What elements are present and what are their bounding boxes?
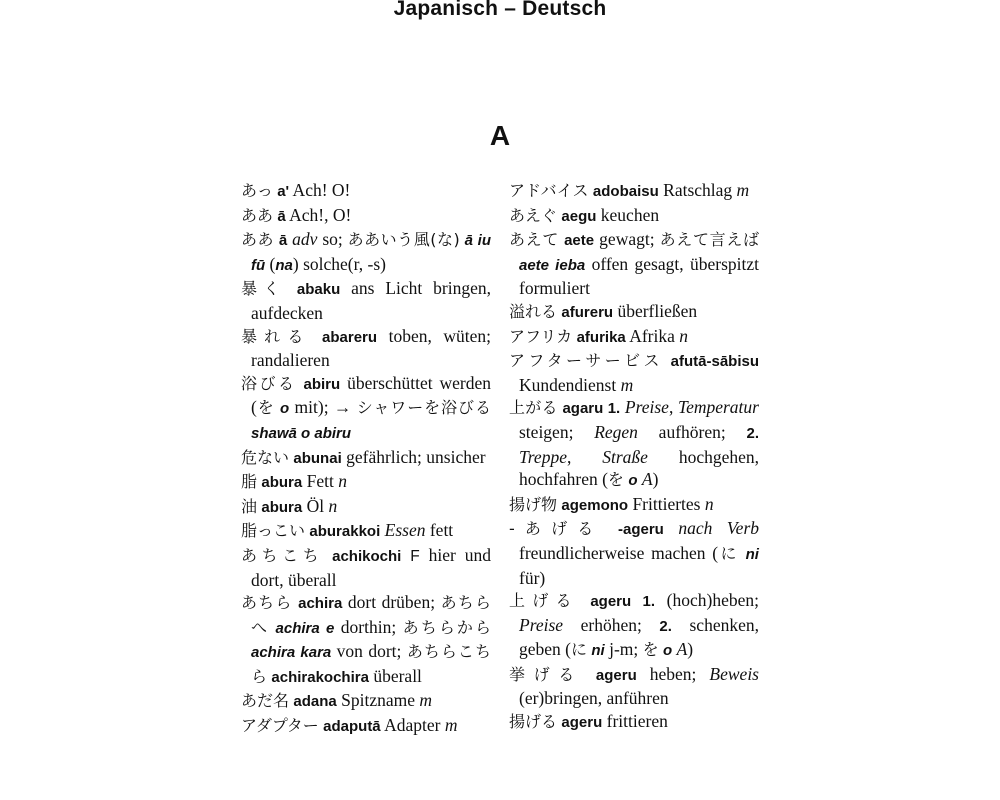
entry-japanese: ああいう風(な) [347,230,460,250]
entry-romaji: abareru [322,328,378,346]
entry-text: n [704,493,714,514]
entry-text [286,278,297,298]
entry-romaji: adana [293,693,337,711]
entry-japanese: 暴れる [241,326,311,346]
entry-romaji: afurika [576,328,626,346]
entry-romaji: shawā o abiru [251,424,352,442]
entry-text: für) [519,567,546,588]
entry-japanese: 油 [241,496,258,516]
dictionary-entry [241,179,491,204]
entry-japanese: あちらから [402,617,491,637]
page-header-title: Japanisch – Deutsch [393,0,607,20]
entry-japanese: 溢れる [509,301,558,321]
entry-romaji: aburakkoi [309,523,381,541]
entry-romaji: abura [261,498,303,516]
entry-japanese: 上がる [509,398,558,418]
entry-text: m [620,374,634,395]
entry-text: überschüttet werden ( [251,372,491,418]
entry-text: keuchen [596,204,660,225]
entry-text [401,545,410,565]
dictionary-column-left [241,179,491,739]
entry-text: mit); → [289,397,357,418]
entry-japanese: アフターサービス [509,351,663,371]
entry-japanese: 揚げ物 [509,494,558,514]
entry-text: F [410,547,420,565]
entry-romaji: agaru 1. [562,400,621,418]
entry-text: erhöhen; [563,614,660,635]
entry-text: Spitzname [336,690,420,711]
entry-romaji: abura [261,474,303,492]
dictionary-entry [509,710,759,735]
entry-text: (er)bringen, anführen [519,688,669,709]
entry-text: , [566,446,603,467]
entry-text: ) [687,639,694,660]
entry-japanese: あだ名 [241,691,290,711]
entry-text [323,545,332,565]
entry-text: Öl [302,495,329,516]
entry-text: dort drüben; [342,592,441,613]
entry-romaji: aegu [561,207,597,225]
entry-text: ) [652,469,659,490]
entry-japanese: あちらこちら [251,642,491,686]
entry-japanese: 危ない [241,447,290,467]
entry-text: Ratschlag [658,180,737,200]
dictionary-entry [241,519,491,544]
entry-text: Ach!, O! [285,204,352,225]
entry-japanese: アダプター [241,716,319,736]
entry-japanese: シャワーを浴びる [356,398,491,418]
dictionary-entry [509,204,759,229]
entry-japanese: ああ [241,230,275,250]
dictionary-entry [241,495,491,520]
entry-text: n [338,471,347,492]
entry-text: Regen [594,421,638,442]
entry-japanese: -あげる [509,519,604,539]
dictionary-entry [509,396,759,492]
entry-text: , [668,397,678,418]
entry-romaji: -ageru [617,521,664,539]
entry-romaji: 2. [746,424,759,442]
entry-japanese: 挙げる [509,664,583,684]
entry-japanese: 脂 [241,472,258,492]
entry-text: von dort; [331,641,407,662]
entry-text: m [444,715,458,736]
entry-text: fett [425,520,454,541]
entry-text: Preise [624,397,669,418]
entry-text: ( [265,253,276,274]
entry-romaji: ā iu fū [251,232,491,274]
entry-japanese: を [256,398,275,418]
entry-text: n [679,325,688,346]
dictionary-entry [241,714,491,739]
entry-text: m [419,690,433,711]
entry-japanese: アドバイス [509,181,589,200]
entry-romaji: ni [591,642,605,660]
entry-romaji: ageru 1. [590,593,656,611]
dictionary-entry [509,663,759,710]
entry-text: Frittiertes [628,493,705,514]
dictionary-entry [241,689,491,714]
entry-romaji: achikochi [332,547,402,565]
entry-text: heben; [636,663,710,684]
entry-japanese: 揚げる [509,712,558,732]
entry-text: freundlicherweise machen ( [519,542,719,563]
entry-text: überfließen [613,300,698,321]
entry-romaji: ageru [561,714,603,732]
entry-japanese: を [607,470,624,490]
entry-text: gefährlich; unsicher [341,446,486,467]
entry-romaji: o [280,400,290,418]
dictionary-entry [241,277,491,324]
entry-japanese: に [571,640,588,660]
entry-text [739,543,746,563]
entry-text: adv [292,229,318,250]
entry-romaji: abaku [296,281,341,299]
entry-romaji: abiru [303,375,341,393]
entry-text [579,590,591,610]
entry-romaji: na [275,256,293,274]
dictionary-entry [241,228,491,277]
entry-japanese: あちこち [241,545,324,565]
entry-text: frittieren [602,711,668,732]
entry-text: (hoch)heben; [655,590,760,611]
dictionary-entry [241,446,491,471]
dictionary-entry [509,517,759,589]
entry-romaji: achira e [275,619,335,637]
entry-text: Beweis [709,663,759,684]
entry-text: nach Verb [678,518,760,539]
dictionary-entry [241,544,491,591]
dictionary-entry [241,470,491,495]
entry-romaji: ā [277,207,286,225]
entry-text: Preise [519,614,564,635]
entry-japanese: アフリカ [509,326,573,346]
entry-japanese: あちら [241,593,293,613]
entry-text [310,326,322,346]
entry-japanese: 脂っこい [241,521,306,541]
entry-romaji: o [663,642,673,660]
dictionary-entry [509,179,759,204]
entry-japanese: を [642,640,659,660]
entry-text: Ach! O! [289,180,351,200]
entry-text: hochgehen, hochfahren ( [519,446,759,490]
entry-text: Kundendienst [519,374,621,395]
entry-text: toben, wüten; randalieren [251,325,491,371]
dictionary-entry [509,325,759,350]
dictionary-entry [241,325,491,372]
entry-text: j-m; [604,639,643,660]
entry-romaji: 2. [659,617,672,635]
section-letter: A [489,120,511,151]
dictionary-entry [509,300,759,325]
entry-japanese: に [718,543,739,563]
entry-japanese: あっ [241,181,273,200]
entry-japanese: あちらへ [251,593,491,637]
entry-text: offen gesagt, überspitzt formuliert [519,253,759,299]
entry-text: Fett [302,471,339,492]
entry-text: Straße [602,446,648,467]
entry-text: hier und dort, überall [251,544,491,590]
entry-japanese: 暴く [241,279,287,299]
dictionary-entry [241,204,491,229]
entry-text [664,518,679,538]
entry-japanese: ああ [241,205,274,225]
entry-text: A [641,469,653,490]
entry-romaji: afutā-sābisu [670,353,759,371]
entry-romaji: a' [277,183,290,200]
entry-romaji: afureru [561,303,614,321]
entry-text [603,518,618,538]
entry-japanese: 浴びる [241,373,297,393]
entry-text: m [736,180,750,200]
entry-japanese: あえぐ [509,205,558,225]
entry-romaji: achira [298,595,343,613]
entry-text: schenken, geben ( [519,614,759,660]
entry-romaji: aete ieba [519,256,586,274]
entry-text: Temperatur [677,397,759,418]
dictionary-entry [509,228,759,300]
dictionary-entry [509,589,759,663]
dictionary-column-right [509,179,759,735]
entry-text: steigen; [519,421,595,442]
entry-romaji: abunai [293,449,342,467]
entry-romaji: achirakochira [271,668,369,686]
dictionary-entry [509,349,759,396]
entry-text: Essen [384,520,426,541]
entry-romaji: ā [278,232,288,250]
entry-japanese: 上げる [509,591,579,611]
entry-romaji: ageru [595,666,637,684]
entry-text [583,664,596,684]
entry-japanese: あえて [509,230,560,250]
entry-romaji: agemono [561,496,629,514]
entry-text: A [676,639,688,660]
entry-romaji: achira kara [251,644,332,662]
entry-text: Adapter [380,715,445,736]
entry-text: ans Licht bringen, aufdecken [251,278,491,323]
entry-romaji: adobaisu [592,183,659,200]
entry-romaji: aete [564,232,595,250]
entry-text: aufhören; [637,421,747,442]
entry-text: ) solche(r, -s) [292,253,386,274]
entry-text: Afrika [625,325,680,346]
entry-text: so; [317,229,348,250]
entry-japanese: あえて言えば [659,230,759,250]
entry-text: n [328,495,338,516]
entry-romaji: adaputā [323,718,381,736]
entry-romaji: o [628,472,638,490]
entry-text: dorthin; [334,616,403,637]
dictionary-entry [241,591,491,689]
dictionary-entry [509,493,759,518]
entry-text: überall [368,665,422,686]
entry-text [663,350,671,370]
dictionary-entry [241,372,491,446]
entry-text: Treppe [519,446,567,467]
entry-romaji: ni [745,545,759,563]
entry-text: gewagt; [594,229,660,250]
